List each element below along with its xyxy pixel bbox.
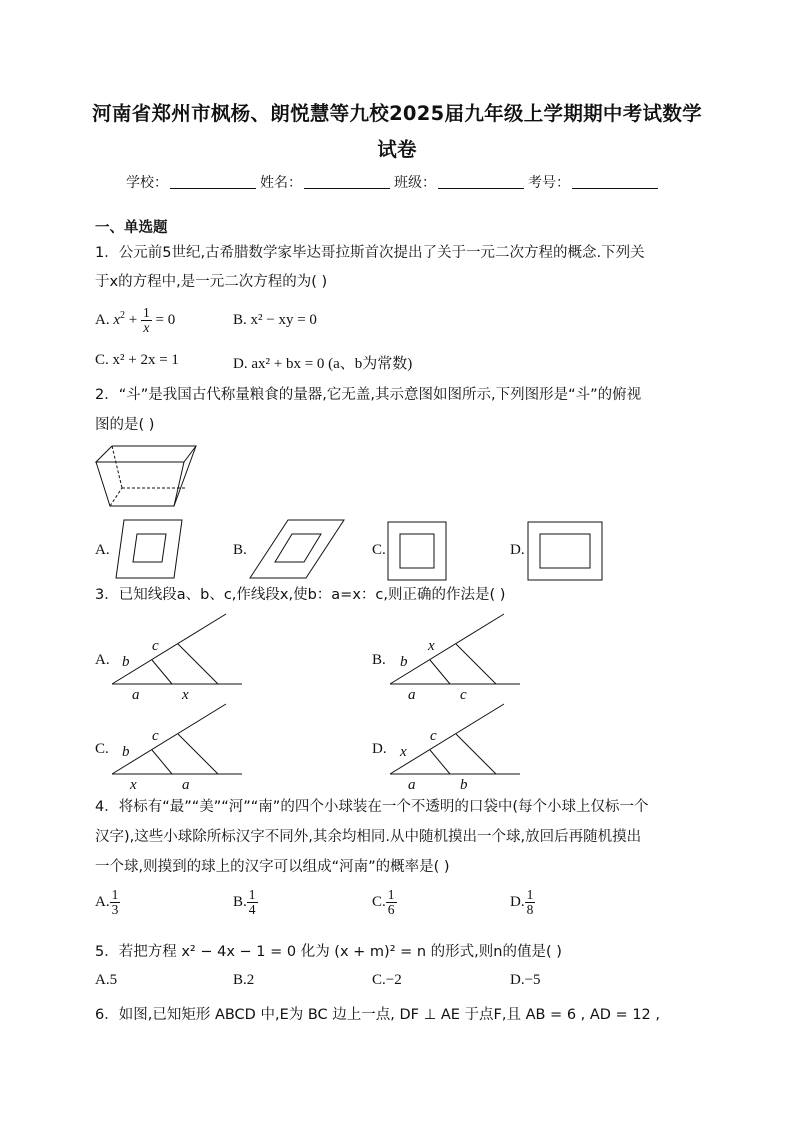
q6-line1: 6．如图,已知矩形 ABCD 中,E为 BC 边上一点, DF ⊥ AE 于点F,且 AB = 6 , AD = 12 ,: [95, 1007, 660, 1023]
student-info-line: [126, 172, 662, 192]
q3-option-b-figure[interactable]: [386, 608, 526, 700]
q3-option-c[interactable]: C.: [95, 741, 109, 757]
q3a-label-3: a: [132, 687, 140, 700]
q5-option-a[interactable]: A.5: [95, 972, 118, 988]
q1-line1: 1．公元前5世纪,古希腊数学家毕达哥拉斯首次提出了关于一元二次方程的概念.下列关: [95, 245, 645, 261]
q1-option-c[interactable]: C. x² + 2x = 1: [95, 352, 179, 368]
q3d-label-4: b: [460, 777, 468, 790]
exam-title-line2: 试卷: [377, 138, 417, 161]
q2-line2: 图的是( ): [95, 417, 155, 433]
q3a-label-1: b: [122, 654, 130, 670]
q1-option-a[interactable]: A. $x^2$ + $\frac{1}{x}$ = 0: [95, 305, 176, 336]
q4-option-a[interactable]: A. $\frac{1}{3}$: [95, 887, 119, 918]
q5-line1: 5．若把方程 x² − 4x − 1 = 0 化为 (x + m)² = n 的形式,则n的值是( ): [95, 944, 562, 960]
q2-option-c[interactable]: C.: [372, 542, 386, 558]
q1-option-b[interactable]: B. x² − xy = 0: [233, 312, 317, 328]
q4-line3: 一个球,则摸到的球上的汉字可以组成“河南”的概率是( ): [95, 859, 450, 875]
q1-option-d[interactable]: D. ax² + bx = 0 (a、b为常数): [233, 356, 413, 372]
q4-line1: 4．将标有“最”“美”“河”“南”的四个小球装在一个不透明的口袋中(每个小球上仅标一个: [95, 799, 649, 815]
q2-line1: 2．“斗”是我国古代称量粮食的量器,它无盖,其示意图如图所示,下列图形是“斗”的俯视: [95, 387, 642, 403]
q3b-label-2: x: [428, 638, 435, 654]
q3-option-a[interactable]: A.: [95, 652, 110, 668]
q3c-label-3: x: [130, 777, 137, 790]
q2-option-a[interactable]: A.: [95, 542, 110, 558]
q3d-label-1: x: [400, 744, 407, 760]
q3c-label-1: b: [122, 744, 130, 760]
class-label: 班级：: [394, 175, 436, 191]
q1-line2: 于x的方程中,是一元二次方程的为( ): [95, 274, 328, 290]
q3a-label-2: c: [152, 638, 159, 654]
q3b-label-1: b: [400, 654, 408, 670]
q3d-label-3: a: [408, 777, 416, 790]
q2-option-c-figure[interactable]: [386, 520, 448, 582]
q3-option-d-figure[interactable]: [386, 698, 526, 790]
q3b-label-3: a: [408, 687, 416, 700]
q3-line1: 3．已知线段a、b、c,作线段x,使b：a=x：c,则正确的作法是( ): [95, 587, 506, 603]
q2-option-b[interactable]: B.: [233, 542, 247, 558]
class-blank[interactable]: [438, 174, 524, 189]
q5-option-b[interactable]: B.2: [233, 972, 255, 988]
exam-title-line1: 河南省郑州市枫杨、朗悦慧等九校2025届九年级上学期期中考试数学: [92, 102, 702, 125]
q4-line2: 汉字),这些小球除所标汉字不同外,其余均相同.从中随机摸出一个球,放回后再随机摸出: [95, 829, 642, 845]
q3d-label-2: c: [430, 728, 437, 744]
q3-option-c-figure[interactable]: [108, 698, 248, 790]
q3-option-d[interactable]: D.: [372, 741, 387, 757]
q2-option-d[interactable]: D.: [510, 542, 525, 558]
q3c-label-4: a: [182, 777, 190, 790]
q3-option-a-figure[interactable]: [108, 608, 248, 700]
school-label: 学校：: [126, 175, 168, 191]
q4-option-c[interactable]: C. $\frac{1}{6}$: [372, 887, 395, 918]
number-label: 考号：: [528, 175, 570, 191]
q4-option-d[interactable]: D. $\frac{1}{8}$: [510, 887, 534, 918]
name-label: 姓名：: [260, 175, 302, 191]
q5-option-c[interactable]: C.−2: [372, 972, 402, 988]
q3c-label-2: c: [152, 728, 159, 744]
q3a-label-4: x: [182, 687, 189, 700]
school-blank[interactable]: [170, 174, 256, 189]
q5-option-d[interactable]: D.−5: [510, 972, 541, 988]
q2-option-b-figure[interactable]: [248, 518, 348, 580]
q4-option-b[interactable]: B. $\frac{1}{4}$: [233, 887, 256, 918]
q2-option-d-figure[interactable]: [526, 520, 604, 582]
number-blank[interactable]: [572, 174, 658, 189]
q3-option-b[interactable]: B.: [372, 652, 386, 668]
q2-option-a-figure[interactable]: [112, 518, 187, 580]
q3b-label-4: c: [460, 687, 467, 700]
section-heading: 一、单选题: [95, 220, 168, 236]
dou-vessel-figure: [92, 440, 202, 515]
name-blank[interactable]: [304, 174, 390, 189]
